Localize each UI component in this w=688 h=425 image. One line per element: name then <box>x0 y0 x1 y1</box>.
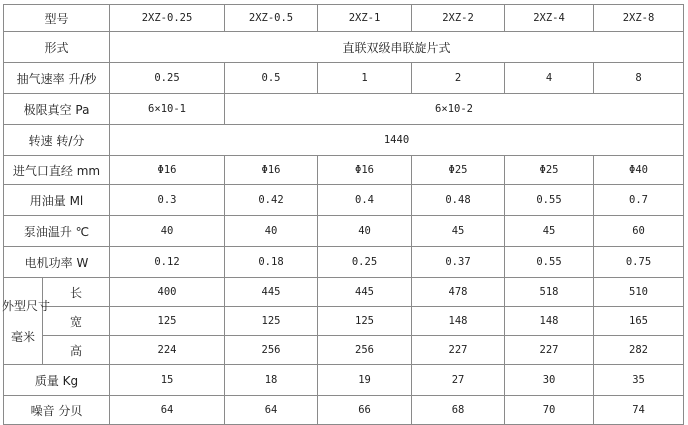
table-cell: 0.25 <box>318 247 412 278</box>
table-cell: 66 <box>318 396 412 425</box>
table-cell: 70 <box>505 396 594 425</box>
table-cell: 165 <box>594 307 684 336</box>
table-cell: Φ16 <box>318 156 412 185</box>
noise-row <box>4 396 684 425</box>
table-cell: 125 <box>110 307 225 336</box>
table-cell: 148 <box>412 307 505 336</box>
model-header: 2XZ-0.5 <box>225 5 318 32</box>
header-label: 型号 <box>4 5 110 32</box>
oil-volume-row <box>4 185 684 216</box>
row-label: 转速 转/分 <box>4 125 110 156</box>
vacuum-pump-spec-table <box>3 4 684 425</box>
table-cell: 6×10-1 <box>110 94 225 125</box>
table-cell: 125 <box>318 307 412 336</box>
table-cell: 148 <box>505 307 594 336</box>
table-cell: 256 <box>225 336 318 365</box>
table-cell: 27 <box>412 365 505 396</box>
model-header: 2XZ-8 <box>594 5 684 32</box>
table-cell: 35 <box>594 365 684 396</box>
table-cell: 19 <box>318 365 412 396</box>
table-cell: 15 <box>110 365 225 396</box>
model-header: 2XZ-4 <box>505 5 594 32</box>
model-header: 2XZ-2 <box>412 5 505 32</box>
table-cell: 0.55 <box>505 185 594 216</box>
table-cell: 0.48 <box>412 185 505 216</box>
table-cell: 64 <box>225 396 318 425</box>
table-cell: 1 <box>318 63 412 94</box>
dimensions-label-line2: 毫米 <box>10 330 35 344</box>
row-label: 抽气速率 升/秒 <box>4 63 110 94</box>
table-cell: 0.37 <box>412 247 505 278</box>
dimension-length-row <box>4 278 684 307</box>
table-cell: 64 <box>110 396 225 425</box>
table-cell: 227 <box>505 336 594 365</box>
table-cell: Φ16 <box>225 156 318 185</box>
inlet-diameter-row <box>4 156 684 185</box>
table-cell: 0.75 <box>594 247 684 278</box>
merged-cell: 1440 <box>110 125 684 156</box>
dimensions-label <box>2 278 51 365</box>
table-cell: Φ16 <box>110 156 225 185</box>
table-cell: 510 <box>594 278 684 307</box>
merged-cell: 6×10-2 <box>225 94 684 125</box>
table-cell: Φ25 <box>412 156 505 185</box>
dimension-height-row <box>4 336 684 365</box>
table-cell: 0.18 <box>225 247 318 278</box>
row-label: 质量 Kg <box>4 365 110 396</box>
dimension-width-row <box>4 307 684 336</box>
length-label: 长 <box>43 278 110 307</box>
table-cell: 4 <box>505 63 594 94</box>
form-value: 直联双级串联旋片式 <box>110 32 684 63</box>
spec-table-container <box>3 4 684 425</box>
form-row <box>4 32 684 63</box>
model-header: 2XZ-1 <box>318 5 412 32</box>
row-label: 进气口直经 mm <box>4 156 110 185</box>
table-cell: 45 <box>412 216 505 247</box>
table-cell: Φ40 <box>594 156 684 185</box>
table-cell: 2 <box>412 63 505 94</box>
table-cell: 0.55 <box>505 247 594 278</box>
dimensions-label-line1: 外型尺寸 <box>2 299 51 313</box>
table-cell: 478 <box>412 278 505 307</box>
table-cell: 282 <box>594 336 684 365</box>
table-cell: 445 <box>225 278 318 307</box>
table-cell: 227 <box>412 336 505 365</box>
table-cell: 0.4 <box>318 185 412 216</box>
mass-row <box>4 365 684 396</box>
row-label: 形式 <box>4 32 110 63</box>
header-row <box>4 5 684 32</box>
oil-temp-rise-row <box>4 216 684 247</box>
table-cell: 0.25 <box>110 63 225 94</box>
height-label: 高 <box>43 336 110 365</box>
table-cell: 18 <box>225 365 318 396</box>
motor-power-row <box>4 247 684 278</box>
table-cell: 0.3 <box>110 185 225 216</box>
table-cell: 8 <box>594 63 684 94</box>
table-cell: 0.42 <box>225 185 318 216</box>
table-cell: Φ25 <box>505 156 594 185</box>
table-cell: 40 <box>225 216 318 247</box>
table-cell: 445 <box>318 278 412 307</box>
rotation-row <box>4 125 684 156</box>
table-cell: 0.12 <box>110 247 225 278</box>
table-cell: 400 <box>110 278 225 307</box>
pump-speed-row <box>4 63 684 94</box>
model-header: 2XZ-0.25 <box>110 5 225 32</box>
table-cell: 68 <box>412 396 505 425</box>
table-cell: 0.7 <box>594 185 684 216</box>
table-cell: 256 <box>318 336 412 365</box>
row-label: 电机功率 W <box>4 247 110 278</box>
table-cell: 40 <box>110 216 225 247</box>
table-cell: 60 <box>594 216 684 247</box>
ultimate-vacuum-row <box>4 94 684 125</box>
table-cell: 224 <box>110 336 225 365</box>
row-label: 极限真空 Pa <box>4 94 110 125</box>
row-label: 泵油温升 ℃ <box>4 216 110 247</box>
table-cell: 0.5 <box>225 63 318 94</box>
table-cell: 30 <box>505 365 594 396</box>
table-cell: 45 <box>505 216 594 247</box>
table-cell: 518 <box>505 278 594 307</box>
width-label: 宽 <box>43 307 110 336</box>
row-label: 噪音 分贝 <box>4 396 110 425</box>
table-cell: 74 <box>594 396 684 425</box>
row-label: 用油量 Ml <box>4 185 110 216</box>
table-cell: 40 <box>318 216 412 247</box>
table-cell: 125 <box>225 307 318 336</box>
